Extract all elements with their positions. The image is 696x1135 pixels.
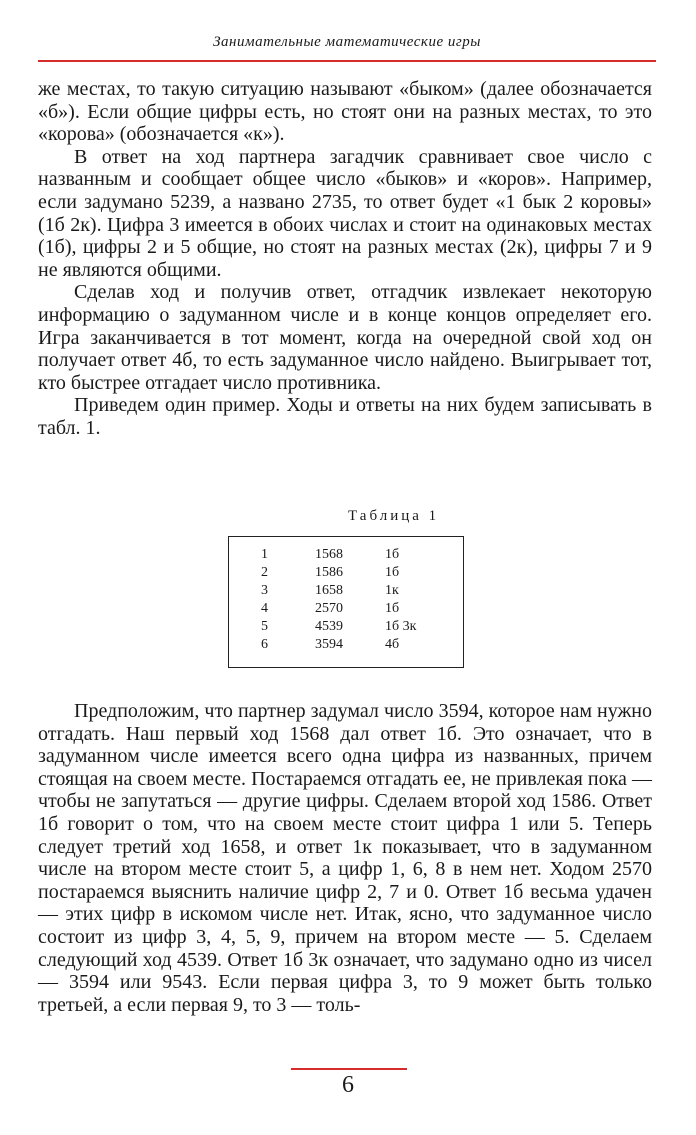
answer-value: 1б xyxy=(385,601,400,616)
move-value: 2570 xyxy=(315,601,343,616)
move-value: 4539 xyxy=(315,619,343,634)
move-value: 1586 xyxy=(315,565,343,580)
answer-value: 1к xyxy=(385,583,399,598)
move-number: 6 xyxy=(261,637,268,652)
table-row xyxy=(229,619,463,637)
table-row xyxy=(229,565,463,583)
running-header: Занимательные математические игры xyxy=(213,34,481,50)
answer-value: 1б 3к xyxy=(385,619,417,634)
table-row xyxy=(229,547,463,565)
paragraph: Приведем один пример. Ходы и ответы на них будем записывать в табл. 1. xyxy=(38,394,652,439)
text-block-top xyxy=(38,78,652,440)
move-number: 3 xyxy=(261,583,268,598)
table-caption: Таблица 1 xyxy=(348,508,440,524)
paragraph: же местах, то такую ситуацию называют «быком» (далее обозначается «б»). Если общие цифры есть, но стоят они на разных местах, то это «корова» (обозначается «к»). xyxy=(38,78,652,146)
answer-value: 1б xyxy=(385,547,400,562)
move-number: 5 xyxy=(261,619,268,634)
move-value: 3594 xyxy=(315,637,343,652)
move-value: 1568 xyxy=(315,547,343,562)
paragraph: Предположим, что партнер задумал число 3594, которое нам нужно отгадать. Наш первый ход 1568 дал ответ 1б. Это означает, что в задуманном числе имеется всего одна цифра из названных, причем стоящая на своем месте. Постараемся отгадать ее, не привлекая пока — чтобы не запутаться — другие цифры. Сделаем второй ход 1586. Ответ 1б говорит о том, что на своем месте стоит цифра 1 или 5. Теперь следует третий ход 1658, и ответ 1к показывает, что в задуманном числе на втором месте стоит 5, а цифр 1, 6, 8 в нем нет. Ходом 2570 постараемся выяснить наличие цифр 2, 7 и 0. Ответ 1б весьма удачен — этих цифр в искомом числе нет. Итак, ясно, что задуманное число состоит из цифр 3, 4, 5, 9, причем на втором месте — 5. Сделаем следующий ход 4539. Ответ 1б 3к означает, что задумано одно из чисел — 3594 или 9543. Если первая цифра 3, то 9 может быть только третьей, а если первая 9, то 3 — толь- xyxy=(38,700,652,1016)
header-rule xyxy=(38,60,656,62)
table-row xyxy=(229,601,463,619)
text-block-bottom xyxy=(38,700,652,1016)
answer-value: 4б xyxy=(385,637,400,652)
move-value: 1658 xyxy=(315,583,343,598)
answer-value: 1б xyxy=(385,565,400,580)
move-number: 4 xyxy=(261,601,268,616)
page-number: 6 xyxy=(342,1072,354,1098)
table-row xyxy=(229,637,463,655)
table-row xyxy=(229,583,463,601)
move-number: 2 xyxy=(261,565,268,580)
moves-table xyxy=(228,536,464,668)
move-number: 1 xyxy=(261,547,268,562)
paragraph: Сделав ход и получив ответ, отгадчик извлекает некоторую информацию о задуманном числе и в конце концов определяет его. Игра заканчивается в тот момент, когда на очередной свой ход он получает ответ 4б, то есть задуманное число найдено. Выигрывает тот, кто быстрее отгадает число противника. xyxy=(38,281,652,394)
paragraph: В ответ на ход партнера загадчик сравнивает свое число с названным и сообщает общее число «быков» и «коров». Например, если задумано 5239, а названо 2735, то ответ будет «1 бык 2 коровы» (1б 2к). Цифра 3 имеется в обоих числах и стоит на одинаковых местах (1б), цифры 2 и 5 общие, но стоят на разных местах (2к), цифры 7 и 9 не являются общими. xyxy=(38,145,652,281)
footer-rule xyxy=(291,1068,407,1070)
